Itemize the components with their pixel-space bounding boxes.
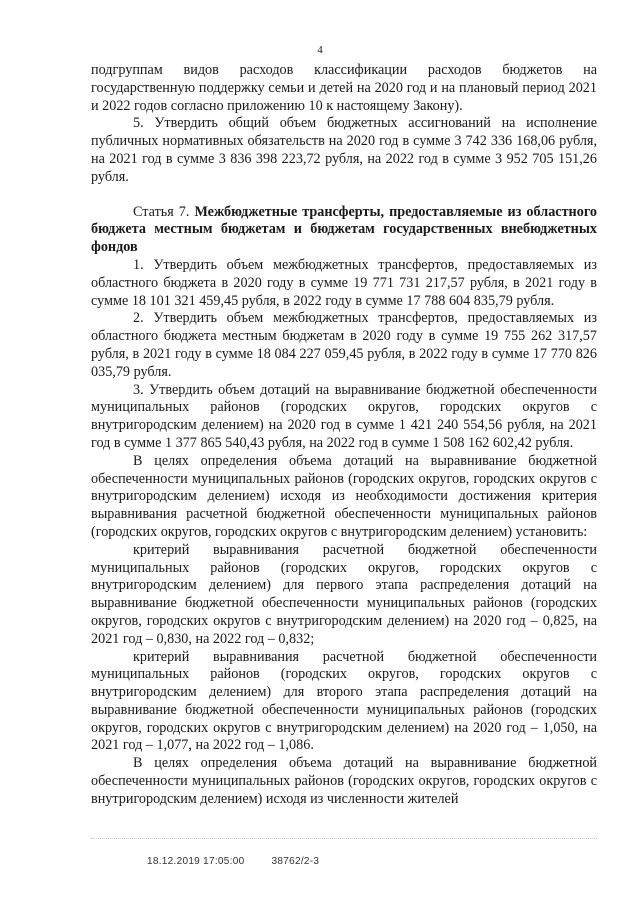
paragraph-population-intro: В целях определения объема дотаций на выравнивание бюджетной обеспеченности муниципальных районов (городских округов, городских округов с внутригородским делением) исходя из численности жителей	[91, 755, 597, 807]
paragraph-criterion-first-stage: критерий выравнивания расчетной бюджетной обеспеченности муниципальных районов (городских округов, городских округов с внутригородским делением) для первого этапа распределения дотаций на выравнивание бюджетной обеспеченности муниципальных районов (городских округов, городских округов с внутригородским делением) на 2020 год – 0,825, на 2021 год – 0,830, на 2022 год – 0,832;	[91, 541, 597, 647]
footer-doc-code: 38762/2-3	[271, 856, 320, 867]
paragraph-criterion-second-stage: критерий выравнивания расчетной бюджетной обеспеченности муниципальных районов (городских округов, городских округов с внутригородским делением) для второго этапа распределения дотаций на выравнивание бюджетной обеспеченности муниципальных районов (городских округов, городских округов с внутригородским делением) на 2020 год – 1,050, на 2021 год – 1,077, на 2022 год – 1,086.	[91, 648, 597, 754]
page-number: 4	[317, 44, 323, 56]
paragraph-item-1: 1. Утвердить объем межбюджетных трансфертов, предоставляемых из областного бюджета в 2020 году в сумме 19 771 731 217,57 рубля, в 2021 году в сумме 18 101 321 459,45 рубля, в 2022 году в сумме 17 788 604 835,79 рубля.	[91, 256, 597, 309]
article-heading	[91, 204, 597, 257]
paragraph-criteria-intro: В целях определения объема дотаций на выравнивание бюджетной обеспеченности муниципальных районов (городских округов, городских округов с внутригородским делением) исходя из необходимости достижения критерия выравнивания расчетной бюджетной обеспеченности муниципальных районов (городских округов, городских округов с внутригородским делением) установить:	[91, 452, 597, 540]
footer-timestamp: 18.12.2019 17:05:00	[147, 856, 245, 867]
paragraph-continuation: подгруппам видов расходов классификации расходов бюджетов на государственную поддержку семьи и детей на 2020 год и на плановый период 2021 и 2022 годов согласно приложению 10 к настоящему Закону).	[91, 62, 597, 114]
document-body	[91, 62, 597, 809]
document-footer	[147, 856, 319, 867]
footer-divider	[91, 838, 597, 839]
paragraph-item-5: 5. Утвердить общий объем бюджетных ассигнований на исполнение публичных нормативных обязательств на 2020 год в сумме 3 742 336 168,06 рубля, на 2021 год в сумме 3 836 398 223,72 рубля, на 2022 год в сумме 3 952 705 151,26 рубля.	[91, 115, 597, 185]
article-label: Статья 7.	[133, 203, 190, 220]
paragraph-item-2: 2. Утвердить объем межбюджетных трансфертов, предоставляемых из областного бюджета местным бюджетам в 2020 году в сумме 19 755 262 317,57 рубля, в 2021 году в сумме 18 084 227 059,45 рубля, в 2022 году в сумме 17 770 826 035,79 рубля.	[91, 310, 597, 380]
paragraph-item-3: 3. Утвердить объем дотаций на выравнивание бюджетной обеспеченности муниципальных районов (городских округов, городских округов с внутригородским делением) на 2020 год в сумме 1 421 240 554,56 рубля, на 2021 год в сумме 1 377 865 540,43 рубля, на 2022 год в сумме 1 508 162 602,42 рубля.	[91, 381, 597, 451]
article-title: Межбюджетные трансферты, предоставляемые из областного бюджета местным бюджетам и бюджетам государственных внебюджетных фондов	[91, 203, 597, 256]
